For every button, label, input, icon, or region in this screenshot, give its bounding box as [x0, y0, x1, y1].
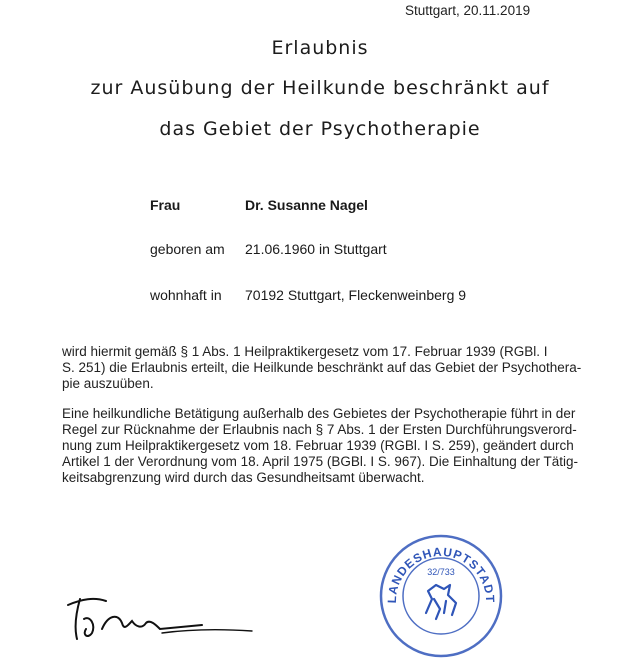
residence-value: 70192 Stuttgart, Fleckenweinberg 9 — [245, 287, 467, 303]
stamp-number: 32/733 — [427, 567, 455, 577]
restriction-paragraph: Eine heilkundliche Betätigung außerhalb des Gebietes der Psychotherapie führt in der Regel zur Rücknahme der Erlaubnis nach § 7 Abs. 1 der Ersten Durchführungsverord- nung zum Heilpraktikergesetz vom 18. Februar 1939 (RGBl. I S. 259), geändert durch Artikel 1 der Verordnung vom 18. April 1975 (BGBl. I S. 967). Die Einhaltung der Tätig- keitsabgrenzung wird durch das Gesundheitsamt überwacht. — [62, 406, 579, 485]
stamp-text: LANDESHAUPTSTADT — [384, 544, 498, 604]
salutation-label: Frau — [150, 197, 181, 213]
person-name: Dr. Susanne Nagel — [245, 197, 368, 213]
document-subtitle-line1: zur Ausübung der Heilkunde beschränkt auf — [90, 77, 550, 99]
document-title: Erlaubnis — [271, 37, 369, 59]
official-stamp — [378, 533, 504, 659]
residence-label: wohnhaft in — [150, 287, 222, 303]
signature-image — [62, 585, 282, 640]
birth-value: 21.06.1960 in Stuttgart — [245, 241, 387, 257]
birth-label: geboren am — [150, 241, 225, 257]
place-date: Stuttgart, 20.11.2019 — [405, 3, 531, 18]
grant-paragraph: wird hiermit gemäß § 1 Abs. 1 Heilpraktikergesetz vom 17. Februar 1939 (RGBl. I S. 251) die Erlaubnis erteilt, die Heilkunde beschränkt auf das Gebiet der Psychothera- pie auszuüben. — [62, 344, 582, 391]
horse-emblem-icon — [426, 585, 456, 619]
document-subtitle-line2: das Gebiet der Psychotherapie — [159, 118, 481, 140]
